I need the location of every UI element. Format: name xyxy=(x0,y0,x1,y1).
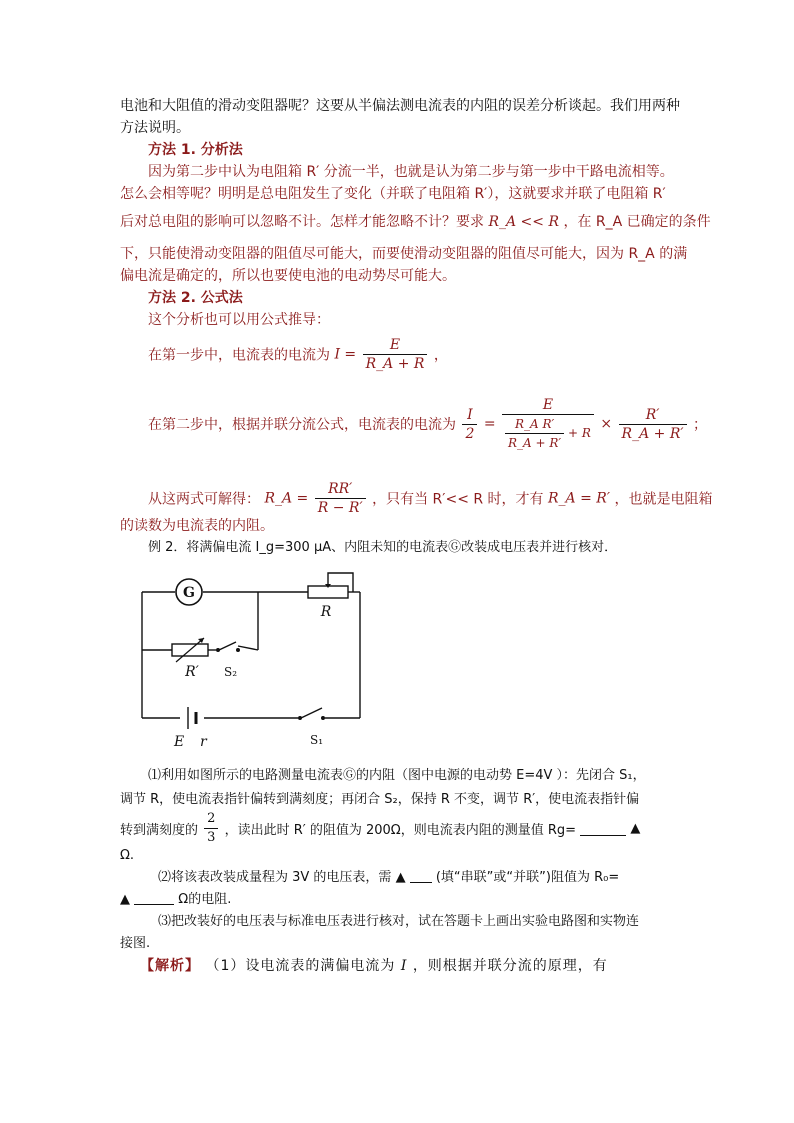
step2-lhs-fraction xyxy=(462,406,477,443)
method1-line-3-tail: ，在 R_A 已确定的条件 xyxy=(563,214,711,230)
analysis-line xyxy=(140,956,608,976)
result-line xyxy=(148,480,712,517)
step2-inner-num: R_A R′ xyxy=(505,415,564,434)
intro-line-2: 方法说明。 xyxy=(120,120,190,136)
result-mid: ，只有当 R′<< R 时，才有 xyxy=(372,491,544,508)
result-equality: R_A = R′ xyxy=(548,490,611,507)
step2-main-num: E xyxy=(502,396,594,415)
battery-r-label: r xyxy=(200,734,207,750)
method1-line-3-text: 后对总电阻的影响可以忽略不计。怎样才能忽略不计？要求 xyxy=(120,214,484,230)
method1-line-2: 怎么会相等呢？明明是总电阻发生了变化（并联了电阻箱 R′），这就要求并联了电阻箱 R′ xyxy=(120,186,666,202)
triangle-marker: ▲ xyxy=(395,870,406,885)
step2-lhs-num: I xyxy=(462,406,477,425)
triangle-marker: ▲ xyxy=(120,892,130,907)
q1-line-1: ⑴利用如图所示的电路测量电流表Ⓖ的内阻（图中电源的电动势 E=4V ）：先闭合 S₁， xyxy=(148,768,646,783)
fraction-denominator: 3 xyxy=(207,830,216,845)
switch-s2-symbol xyxy=(216,648,240,679)
rheostat-symbol xyxy=(308,584,348,620)
step2-inner-den: R_A + R′ xyxy=(508,436,562,450)
step1-prefix: 在第一步中，电流表的电流为 xyxy=(148,347,330,364)
step1-lhs: I = xyxy=(334,346,357,363)
q1-line-3 xyxy=(120,810,640,847)
analysis-text-b: ，则根据并联分流的原理，有 xyxy=(412,958,608,974)
answer-blank-r0[interactable] xyxy=(134,890,174,905)
galvanometer-symbol xyxy=(176,579,202,605)
result-tail: ，也就是电阻箱 xyxy=(614,491,713,508)
step2-ratio-den: R_A + R′ xyxy=(621,425,684,442)
method1-line-1: 因为第二步中认为电阻箱 R′ 分流一半，也就是认为第二步与第一步中干路电流相等。 xyxy=(148,164,674,180)
step1-formula-line xyxy=(148,336,448,373)
method1-line-3 xyxy=(120,212,711,232)
method2-heading: 方法 2. 公式法 xyxy=(148,290,243,306)
two-thirds-fraction xyxy=(204,810,218,847)
switch-s1-symbol xyxy=(298,716,325,747)
result-prefix: 从这两式可解得： xyxy=(148,491,260,508)
step2-main-fraction xyxy=(502,396,594,452)
rheostat-label: R xyxy=(320,604,332,620)
q3-line-1: ⑶把改装好的电压表与标准电压表进行核对，试在答题卡上画出实验电路图和实物连 xyxy=(158,914,640,929)
q1-line-3-b: ，读出此时 R′ 的阻值为 200Ω，则电流表内阻的测量值 Rg= xyxy=(224,823,577,838)
result-num: RR′ xyxy=(315,480,366,499)
step1-numerator: E xyxy=(363,336,428,355)
result-den: R − R′ xyxy=(317,500,363,516)
step2-lhs-den: 2 xyxy=(465,425,475,442)
q1-line-2: 调节 R，使电流表指针偏转到满刻度；再闭合 S₂，保持 R 不变，调节 R′，使电流表指针偏 xyxy=(120,792,640,807)
step2-equals: = xyxy=(483,416,496,432)
q2-line-1-a: ⑵将该表改装成量程为 3V 的电压表，需 xyxy=(158,870,392,885)
answer-blank-connection[interactable] xyxy=(410,868,432,883)
triangle-marker: ▲ xyxy=(630,821,641,836)
step1-fraction xyxy=(363,336,428,373)
step2-plus-r: + R xyxy=(568,426,591,440)
resistor-box-label: R′ xyxy=(185,664,199,680)
switch-s2-label: S₂ xyxy=(224,665,238,679)
switch-s1-label: S₁ xyxy=(310,733,324,747)
step2-formula-line xyxy=(148,396,707,452)
step2-main-den xyxy=(502,415,594,452)
q2-line-1-b: (填“串联”或“并联”)阻值为 R₀= xyxy=(435,870,620,885)
method1-line-5: 偏电流是确定的，所以也要使电池的电动势尽可能大。 xyxy=(120,268,456,284)
q2-line-2 xyxy=(120,890,231,910)
fraction-numerator: 2 xyxy=(204,810,218,829)
condition-formula: R_A << R xyxy=(488,214,560,230)
intro-line-1: 电池和大阻值的滑动变阻器呢？这要从半偏法测电流表的内阻的误差分析谈起。我们用两种 xyxy=(120,98,680,114)
method2-line-1: 这个分析也可以用公式推导： xyxy=(148,312,330,328)
battery-symbol xyxy=(173,707,208,750)
step2-ratio-fraction xyxy=(619,406,687,443)
analysis-text-a: （1）设电流表的满偏电流为 xyxy=(205,958,396,974)
q2-line-2-text: Ω的电阻. xyxy=(178,892,232,907)
step1-denominator: R_A + R xyxy=(365,356,425,372)
step2-times: × xyxy=(600,416,613,432)
resistor-box-symbol xyxy=(172,638,208,680)
analysis-tag: 【解析】 xyxy=(140,958,200,974)
answer-blank-rg[interactable] xyxy=(580,821,626,836)
q2-line-1 xyxy=(158,868,619,888)
q1-line-3-a: 转到满刻度的 xyxy=(120,823,199,838)
battery-emf-label: E xyxy=(174,734,185,750)
q1-line-4: Ω. xyxy=(120,848,135,863)
step2-suffix: ； xyxy=(693,417,708,433)
step2-ratio-num: R′ xyxy=(619,406,687,425)
method1-heading: 方法 1. 分析法 xyxy=(148,142,243,158)
step2-prefix: 在第二步中，根据并联分流公式，电流表的电流为 xyxy=(148,417,456,433)
q3-line-2: 接图. xyxy=(120,936,151,951)
result-lhs: R_A = xyxy=(264,490,309,507)
galvanometer-label: G xyxy=(183,585,195,601)
step2-inner-fraction xyxy=(505,415,564,452)
example2-title: 例 2．将满偏电流 I_g=300 μA、内阻未知的电流表Ⓖ改装成电压表并进行核对． xyxy=(148,540,618,555)
method1-line-4: 下，只能使滑动变阻器的阻值尽可能大，而要使滑动变阻器的阻值尽可能大，因为 R_A 的满 xyxy=(120,246,688,262)
analysis-variable: I xyxy=(400,958,408,974)
circuit-diagram xyxy=(130,570,380,750)
result-line-2: 的读数为电流表的内阻。 xyxy=(120,518,274,534)
result-fraction xyxy=(315,480,366,517)
step1-suffix: ， xyxy=(433,347,448,364)
